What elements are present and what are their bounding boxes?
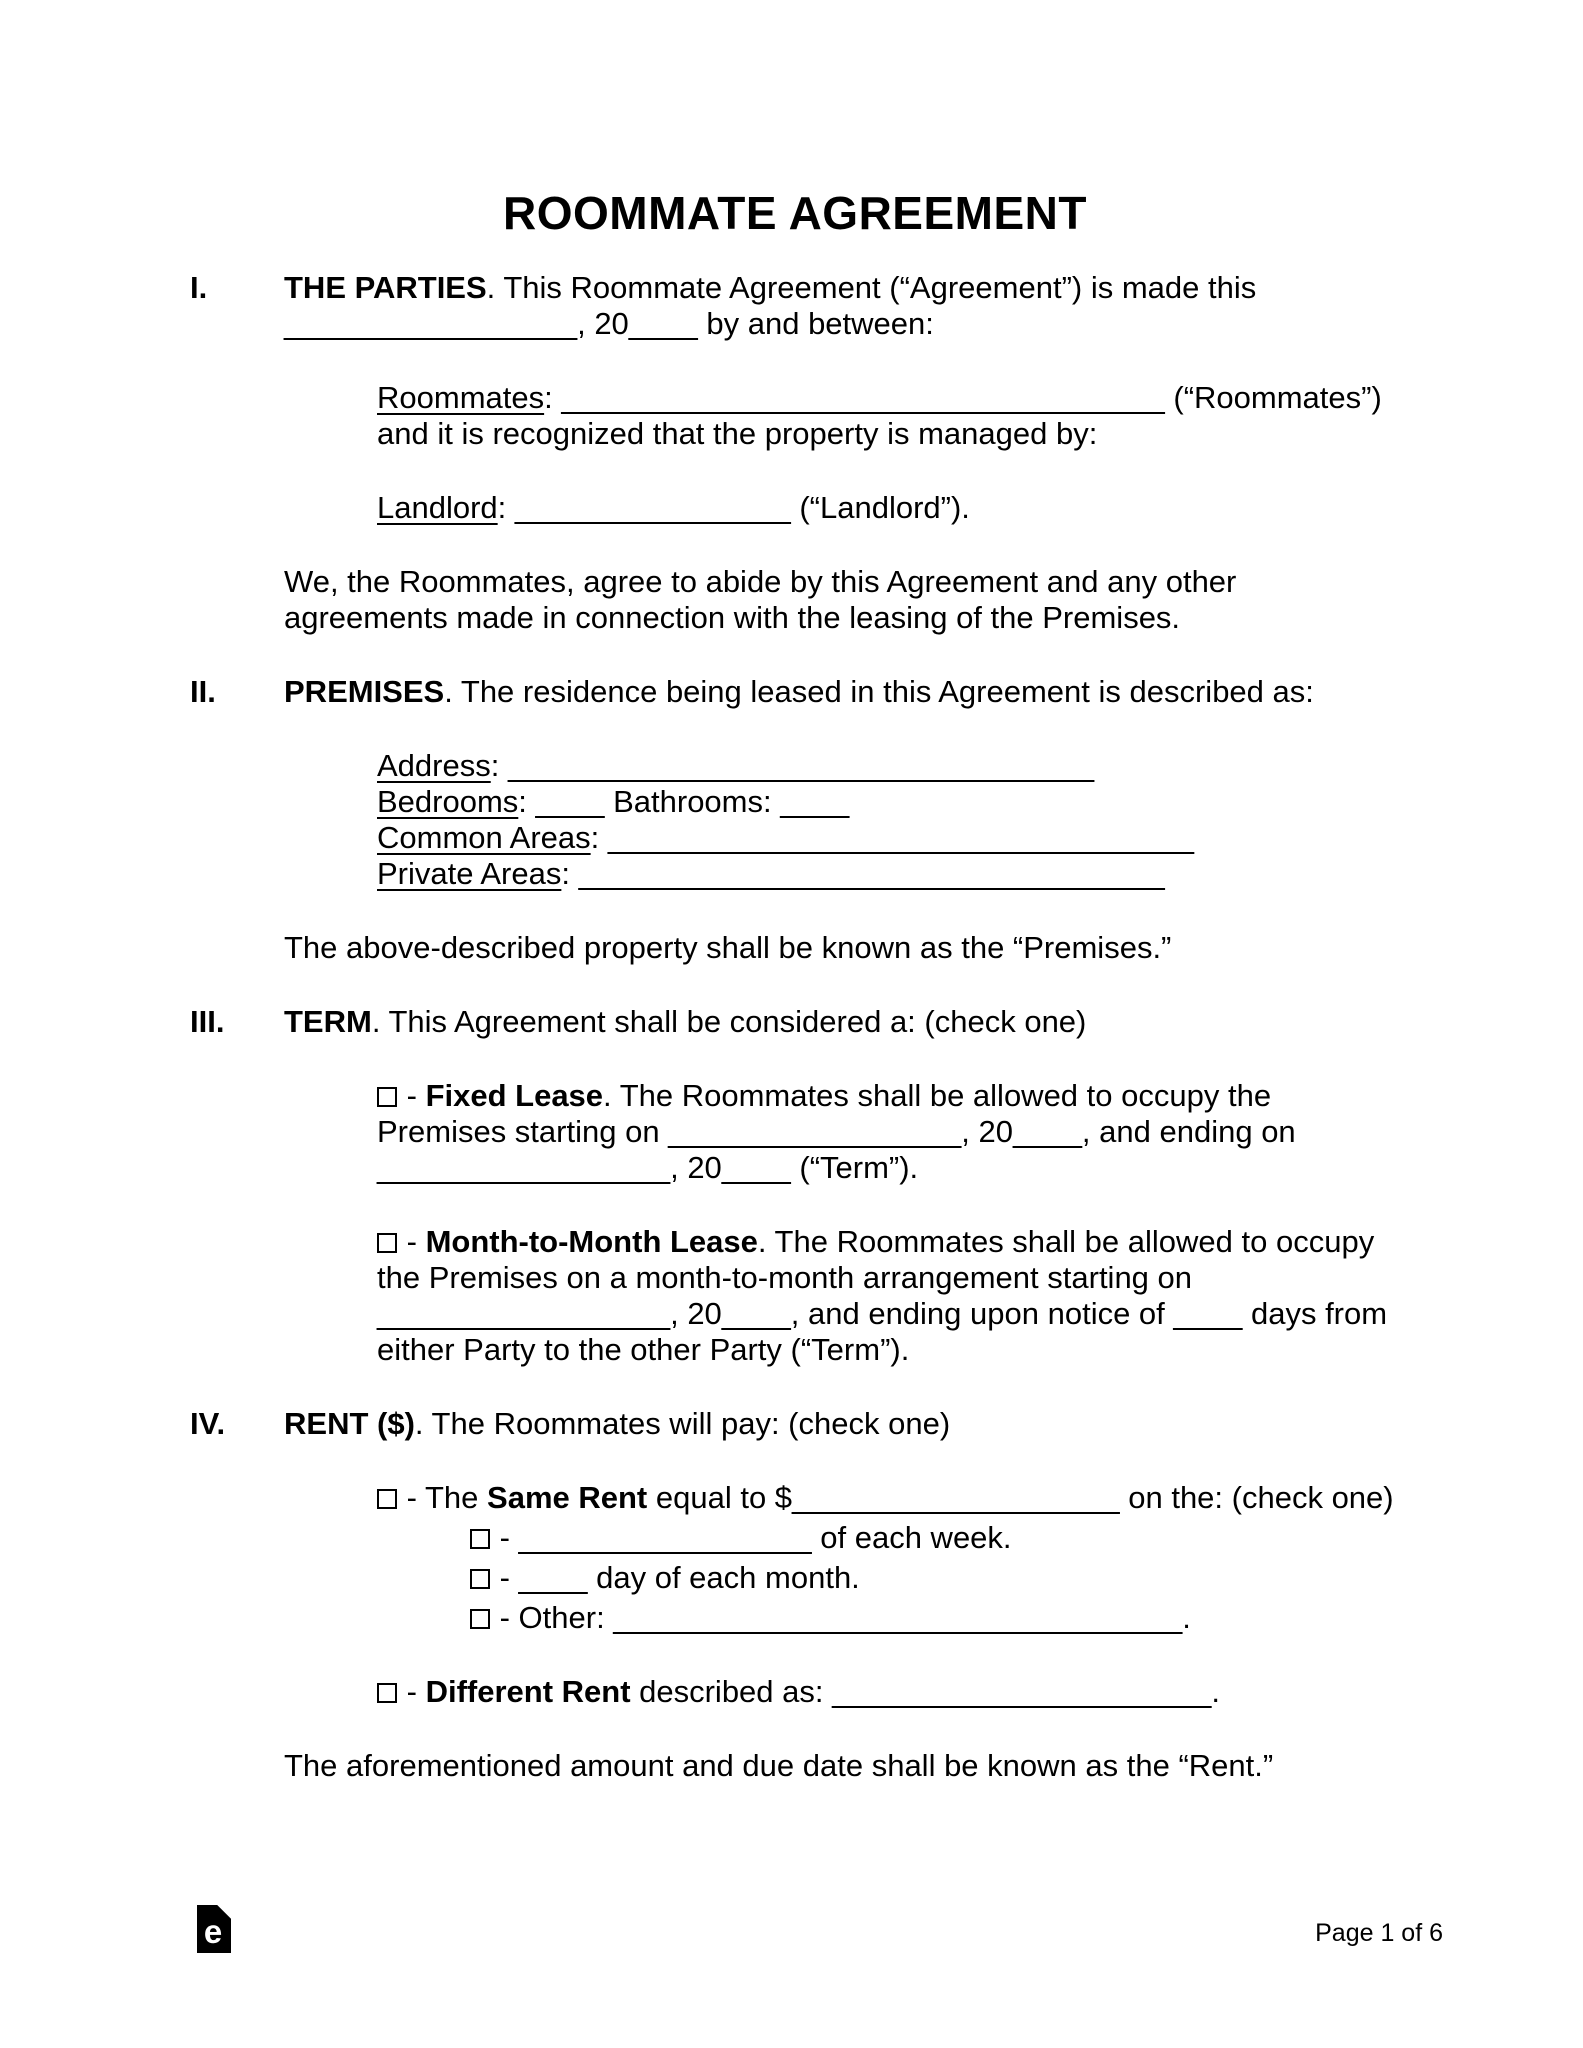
logo-letter: e	[203, 1913, 223, 1950]
underlined-label: Private Areas	[377, 856, 562, 891]
term-intro	[284, 1004, 1400, 1040]
text-run: : __________________________________	[590, 820, 1195, 855]
same-rent-option	[377, 1480, 1400, 1516]
month-to-month-lease-option	[377, 1224, 1400, 1368]
text-run: The above-described property shall be known as the “Premises.”	[284, 930, 1172, 965]
private-areas-fill-line	[377, 856, 1400, 892]
text-run: PREMISES	[284, 674, 445, 709]
text-run: - _________________ of each week.	[491, 1520, 1012, 1555]
fixed-lease-option	[377, 1078, 1400, 1186]
text-run: . The Roommates will pay: (check one)	[414, 1406, 951, 1441]
section-numeral-iv: IV.	[190, 1406, 226, 1441]
premises-details-block	[377, 748, 1400, 892]
text-run: . This Roommate Agreement (“Agreement”) is made this _________________, 20____ by and between:	[284, 270, 1257, 341]
checkbox-icon[interactable]	[470, 1609, 490, 1629]
text-run: The aforementioned amount and due date shall be known as the “Rent.”	[284, 1748, 1274, 1783]
text-run: -	[398, 1674, 426, 1709]
landlord-fill-line	[377, 490, 1400, 526]
underlined-label: Address	[377, 748, 491, 783]
checkbox-icon[interactable]	[377, 1233, 397, 1253]
rent-intro	[284, 1406, 1400, 1442]
checkbox-icon[interactable]	[377, 1683, 397, 1703]
text-run: : ________________ (“Landlord”).	[497, 490, 970, 525]
page-number-label: Page 1 of 6	[1315, 1919, 1443, 1947]
section-rent	[190, 1406, 1400, 1442]
text-run: : __________________________________	[490, 748, 1095, 783]
text-run: Same Rent	[487, 1480, 648, 1515]
checkbox-icon[interactable]	[470, 1529, 490, 1549]
rent-known-as-clause	[284, 1748, 1400, 1784]
text-run: : __________________________________	[561, 856, 1165, 891]
text-run: : ___________________________________ (“Roommates”) and it is recognized that the property is managed by:	[377, 380, 1382, 451]
text-run: . This Agreement shall be considered a: (check one)	[371, 1004, 1087, 1039]
premises-intro	[284, 674, 1400, 710]
rent-options-block	[377, 1480, 1400, 1636]
text-run: : ____ Bathrooms: ____	[518, 784, 850, 819]
other-rent-option	[470, 1600, 1400, 1636]
underlined-label: Landlord	[377, 490, 498, 525]
checkbox-icon[interactable]	[470, 1569, 490, 1589]
text-run: We, the Roommates, agree to abide by this Agreement and any other agreements made in connection with the leasing of the Premises.	[284, 564, 1237, 635]
checkbox-icon[interactable]	[377, 1087, 397, 1107]
underlined-label: Bedrooms	[377, 784, 519, 819]
bedrooms-bathrooms-fill-line	[377, 784, 1400, 820]
text-run: equal to $___________________ on the: (check one)	[647, 1480, 1394, 1515]
section-premises	[190, 674, 1400, 710]
text-run: - ____ day of each month.	[491, 1560, 860, 1595]
weekly-rent-option	[470, 1520, 1400, 1556]
document-title: ROOMMATE AGREEMENT	[503, 187, 1087, 239]
text-run: Fixed Lease	[425, 1078, 604, 1113]
roommates-fill-line	[377, 380, 1400, 452]
section-numeral-iii: III.	[190, 1004, 225, 1039]
address-fill-line	[377, 748, 1400, 784]
text-run: - Other: _________________________________.	[491, 1600, 1191, 1635]
text-run: Month-to-Month Lease	[425, 1224, 758, 1259]
the-parties-intro	[284, 270, 1400, 342]
text-run: described as: ______________________.	[630, 1674, 1221, 1709]
section-numeral-ii: II.	[190, 674, 216, 709]
text-run: TERM	[284, 1004, 372, 1039]
monthly-rent-option	[470, 1560, 1400, 1596]
document-fold-icon	[197, 1905, 231, 1953]
different-rent-option	[377, 1674, 1400, 1710]
text-run: THE PARTIES	[284, 270, 487, 305]
section-numeral-i: I.	[190, 270, 208, 305]
text-run: - The	[398, 1480, 488, 1515]
text-run: . The residence being leased in this Agreement is described as:	[444, 674, 1314, 709]
text-run: -	[398, 1224, 426, 1259]
common-areas-fill-line	[377, 820, 1400, 856]
checkbox-icon[interactable]	[377, 1489, 397, 1509]
text-run: . The Roommates shall be allowed to occupy the Premises on a month-to-month arrangement starting on _________________, 20____, and ending upon notice of ____ days from either Party to the other Party (“Term”).	[377, 1224, 1388, 1367]
premises-known-as-clause	[284, 930, 1400, 966]
section-the-parties	[190, 270, 1400, 342]
text-run: -	[398, 1078, 426, 1113]
text-run: . The Roommates shall be allowed to occupy the Premises starting on _________________, 20____, and ending on _________________, 20____ (“Term”).	[377, 1078, 1296, 1185]
eforms-logo	[197, 1905, 231, 1953]
underlined-label: Roommates	[377, 380, 545, 415]
roommates-agree-clause	[284, 564, 1400, 636]
text-run: RENT ($)	[284, 1406, 415, 1441]
underlined-label: Common Areas	[377, 820, 591, 855]
text-run: Different Rent	[425, 1674, 631, 1709]
section-term	[190, 1004, 1400, 1040]
